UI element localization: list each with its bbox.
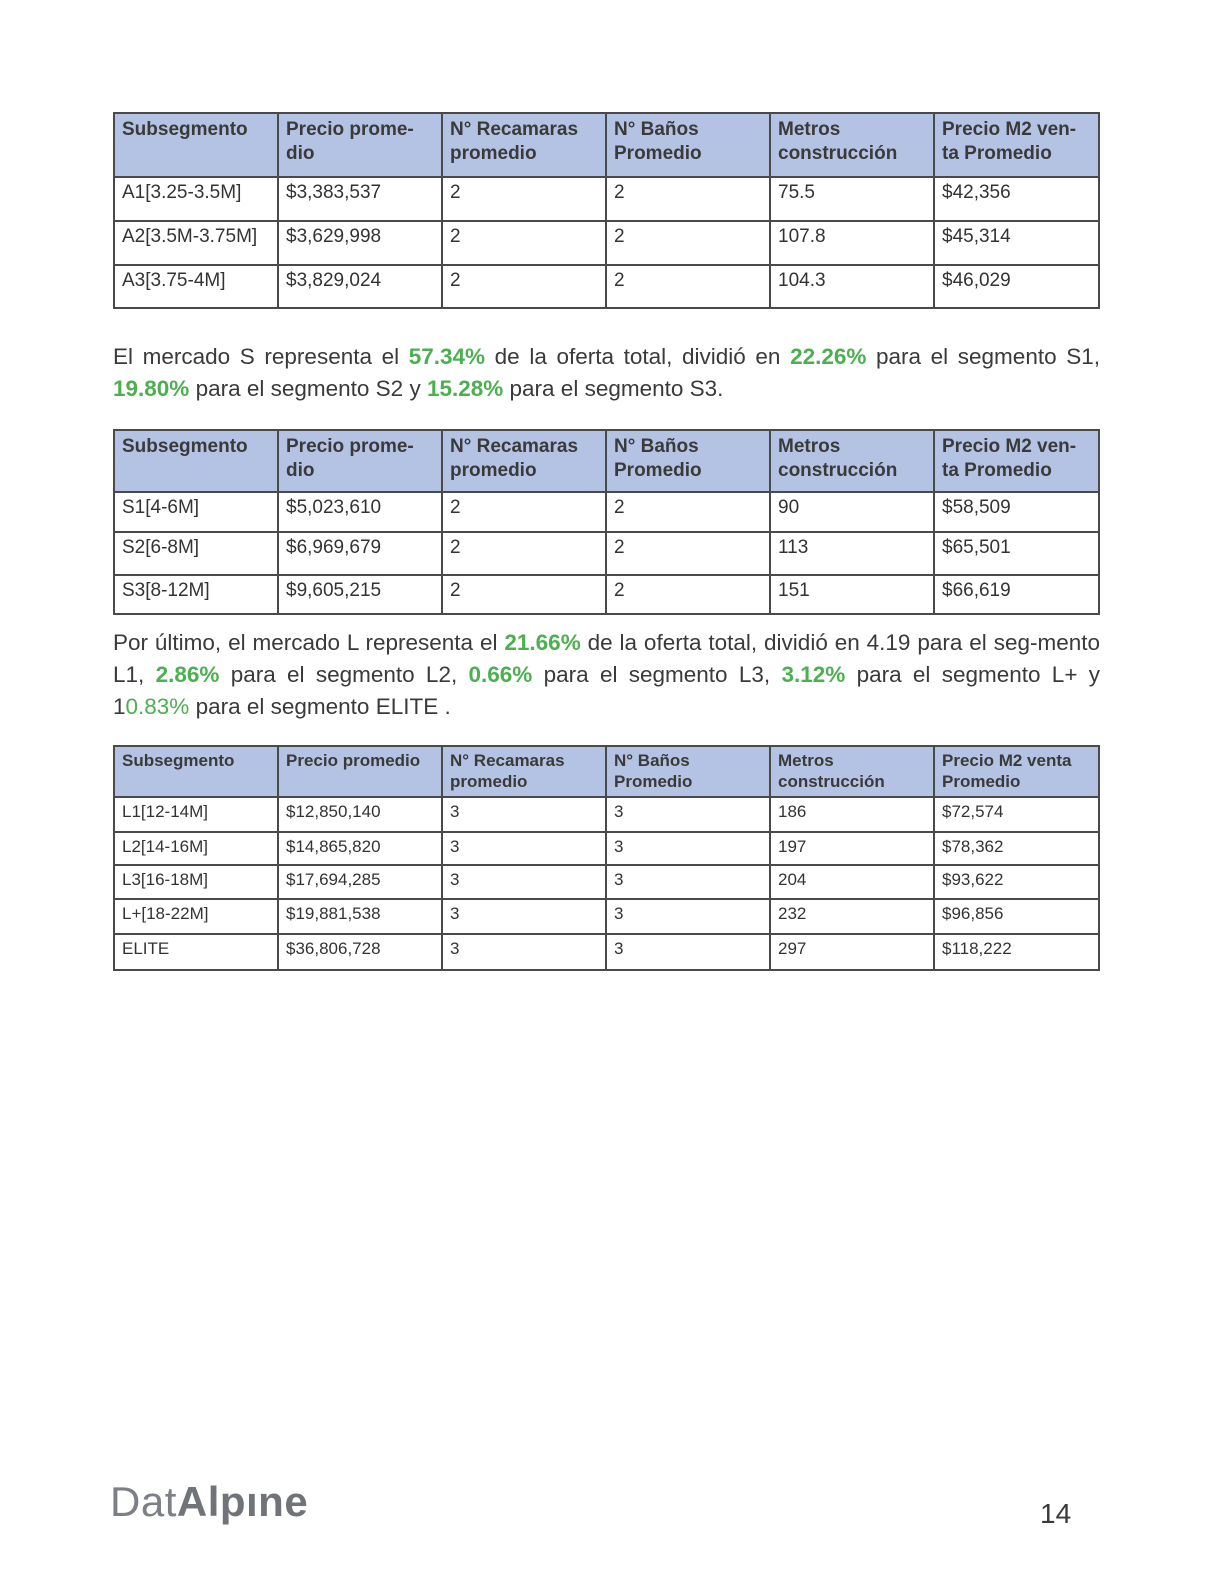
market-s-paragraph [113,341,1100,405]
segment-a-table [113,112,1100,309]
cell: A2[3.5M-3.75M] [114,221,278,265]
cell: $118,222 [934,934,1099,970]
cell: 2 [442,575,606,614]
text: para el segmento ELITE . [189,694,451,719]
cell: 2 [606,177,770,221]
percentage-highlight: 22.26% [790,344,867,369]
header-precio-m2: Precio M2 ven-ta Promedio [934,430,1099,492]
table-row [114,265,1099,308]
cell: 2 [442,492,606,532]
cell: S2[6-8M] [114,532,278,575]
cell: 2 [606,492,770,532]
cell: 2 [442,221,606,265]
header-recamaras: N° Recamaras promedio [442,746,606,797]
segment-l-table [113,745,1100,971]
cell: L2[14-16M] [114,832,278,865]
cell: $3,629,998 [278,221,442,265]
text: de la oferta total, dividió en 4.19 para el seg-mento L1, [113,630,1100,687]
cell: $58,509 [934,492,1099,532]
cell: 3 [606,934,770,970]
percentage-highlight: 19.80% [113,376,190,401]
header-precio-promedio: Precio promedio [278,746,442,797]
cell: L1[12-14M] [114,797,278,832]
cell: $12,850,140 [278,797,442,832]
table-header-row [114,113,1099,177]
cell: 3 [442,797,606,832]
cell: 186 [770,797,934,832]
table-row [114,221,1099,265]
cell: 2 [442,532,606,575]
cell: L3[16-18M] [114,865,278,899]
percentage-highlight: 0.83% [125,694,190,719]
cell: 2 [442,265,606,308]
market-l-paragraph [113,627,1100,723]
cell: 297 [770,934,934,970]
cell: 90 [770,492,934,532]
table-row [114,865,1099,899]
cell: 2 [442,177,606,221]
text: para el segmento S1, [866,344,1100,369]
text: para el segmento L3, [532,662,782,687]
cell: $65,501 [934,532,1099,575]
cell: $42,356 [934,177,1099,221]
cell: 3 [606,899,770,934]
cell: 3 [442,934,606,970]
table-row [114,832,1099,865]
segment-s-table [113,429,1100,615]
cell: A3[3.75-4M] [114,265,278,308]
cell: 3 [442,899,606,934]
header-recamaras: N° Recamaras promedio [442,430,606,492]
cell: 107.8 [770,221,934,265]
table-header-row [114,430,1099,492]
cell: 3 [606,797,770,832]
cell: 3 [606,865,770,899]
cell: $72,574 [934,797,1099,832]
cell: S1[4-6M] [114,492,278,532]
table-row [114,177,1099,221]
header-recamaras: N° Recamaras promedio [442,113,606,177]
cell: 232 [770,899,934,934]
text: para el segmento S2 y [189,376,427,401]
cell: 197 [770,832,934,865]
text: para el segmento L+ y 1 [113,662,1101,719]
cell: $6,969,679 [278,532,442,575]
page-number: 14 [1040,1498,1072,1529]
cell: 113 [770,532,934,575]
cell: 204 [770,865,934,899]
cell: 2 [606,532,770,575]
header-metros: Metros construcción [770,113,934,177]
table-header-row [114,746,1099,797]
header-precio-m2: Precio M2 venta Promedio [934,746,1099,797]
datalpine-logo [110,1478,308,1526]
cell: $45,314 [934,221,1099,265]
table-row [114,532,1099,575]
cell: $5,023,610 [278,492,442,532]
cell: ELITE [114,934,278,970]
table-row [114,492,1099,532]
cell: 2 [606,221,770,265]
header-precio-promedio: Precio prome-dio [278,430,442,492]
cell: A1[3.25-3.5M] [114,177,278,221]
cell: $46,029 [934,265,1099,308]
header-banos: N° Baños Promedio [606,746,770,797]
percentage-highlight: 15.28% [426,376,504,401]
text: para el segmento S3. [503,376,724,401]
percentage-highlight: 2.86% [155,662,220,687]
header-subsegmento: Subsegmento [114,746,278,797]
cell: L+[18-22M] [114,899,278,934]
cell: 2 [606,575,770,614]
cell: 104.3 [770,265,934,308]
cell: 3 [442,832,606,865]
percentage-highlight: 3.12% [781,662,846,687]
cell: $17,694,285 [278,865,442,899]
cell: S3[8-12M] [114,575,278,614]
table-row [114,575,1099,614]
header-metros: Metros construcción [770,430,934,492]
cell: 3 [442,865,606,899]
cell: $36,806,728 [278,934,442,970]
cell: $78,362 [934,832,1099,865]
cell: $66,619 [934,575,1099,614]
header-banos: N° Baños Promedio [606,113,770,177]
cell: $19,881,538 [278,899,442,934]
table-row [114,934,1099,970]
cell: 151 [770,575,934,614]
text: El mercado S representa el [113,344,409,369]
header-subsegmento: Subsegmento [114,113,278,177]
table-row [114,899,1099,934]
logo-text-bold: Alpıne [176,1478,309,1525]
logo-text-light: Dat [110,1478,177,1525]
cell: 2 [606,265,770,308]
cell: $9,605,215 [278,575,442,614]
text: para el segmento L2, [219,662,469,687]
cell: $3,829,024 [278,265,442,308]
percentage-highlight: 57.34% [408,344,486,369]
cell: $93,622 [934,865,1099,899]
cell: $3,383,537 [278,177,442,221]
text: de la oferta total, dividió en [485,344,791,369]
cell: $96,856 [934,899,1099,934]
header-precio-m2: Precio M2 ven-ta Promedio [934,113,1099,177]
header-precio-promedio: Precio prome-dio [278,113,442,177]
header-subsegmento: Subsegmento [114,430,278,492]
percentage-highlight: 0.66% [468,662,533,687]
percentage-highlight: 21.66% [504,630,581,655]
text: Por último, el mercado L representa el [113,630,505,655]
cell: 3 [606,832,770,865]
header-banos: N° Baños Promedio [606,430,770,492]
table-row [114,797,1099,832]
cell: 75.5 [770,177,934,221]
header-metros: Metros construcción [770,746,934,797]
cell: $14,865,820 [278,832,442,865]
